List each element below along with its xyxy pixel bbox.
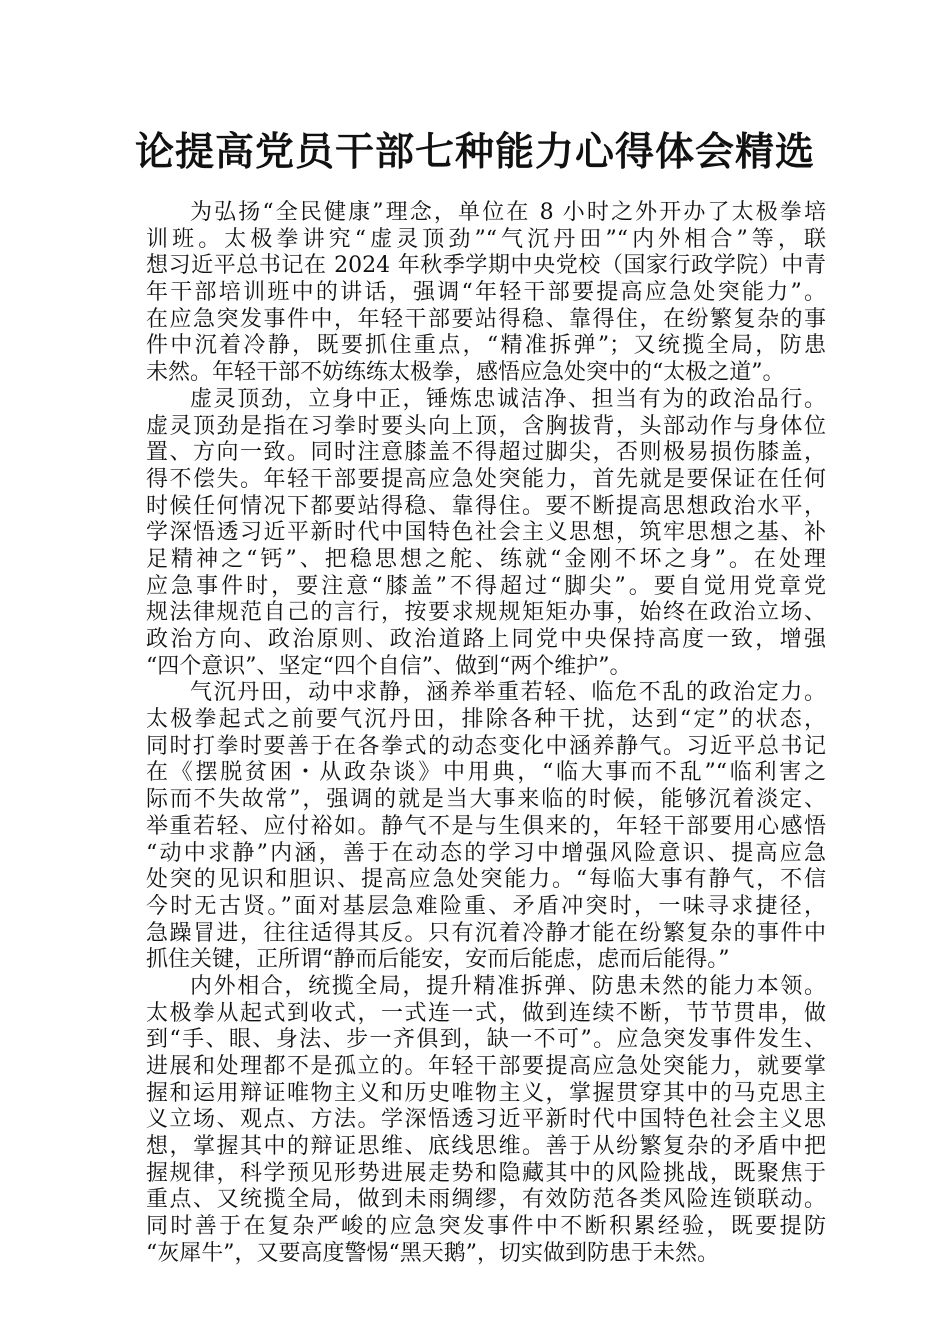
paragraph	[146, 387, 826, 681]
paragraph-line: 进展和处理都不是孤立的。年轻干部要提高应急处突能力，就要掌	[146, 1054, 826, 1079]
paragraph-line: 在应急突发事件中，年轻干部要站得稳、靠得住，在纷繁复杂的事	[146, 306, 826, 332]
document-title: 论提高党员干部七种能力心得体会精选	[134, 129, 815, 175]
paragraph-line: 训班。太极拳讲究“虚灵顶劲”“气沉丹田”“内外相合”等，联	[146, 226, 826, 252]
paragraph-line: 年干部培训班中的讲话，强调“年轻干部要提高应急处突能力”。	[146, 280, 826, 306]
paragraph-line: 想习近平总书记在 2024 年秋季学期中央党校（国家行政学院）中青	[146, 253, 826, 279]
paragraph-line: 虚灵顶劲是指在习拳时要头向上顶，含胸拔背，头部动作与身体位	[146, 413, 826, 439]
paragraph-line: 足精神之“钙”、把稳思想之舵、练就“金刚不坏之身”。在处理	[146, 546, 826, 572]
paragraph-line: 想，掌握其中的辩证思维、底线思维。善于从纷繁复杂的矛盾中把	[146, 1134, 826, 1160]
paragraph-line: 急躁冒进，往往适得其反。只有沉着冷静才能在纷繁复杂的事件中	[146, 920, 826, 946]
paragraph-line: “灰犀牛”，又要高度警惕“黑天鹅”，切实做到防患于未然。	[146, 1240, 719, 1266]
paragraph-line: 抓住关键，正所谓“静而后能安，安而后能虑，虑而后能得。”	[146, 947, 730, 973]
document-body	[146, 200, 826, 1268]
paragraph-line: 举重若轻、应付裕如。静气不是与生俱来的，年轻干部要用心感悟	[146, 813, 826, 839]
paragraph-line: 件中沉着冷静，既要抓住重点，“精准拆弹”；又统揽全局，防患	[146, 333, 826, 359]
paragraph-line: 同时善于在复杂严峻的应急突发事件中不断积累经验，既要提防	[146, 1214, 826, 1240]
paragraph-line: 际而不失故常”，强调的就是当大事来临的时候，能够沉着淡定、	[146, 787, 826, 813]
paragraph-line: 时候任何情况下都要站得稳、靠得住。要不断提高思想政治水平，	[146, 493, 826, 519]
paragraph	[146, 680, 826, 974]
paragraph-line: “四个意识”、坚定“四个自信”、做到“两个维护”。	[146, 653, 632, 679]
paragraph-line: 未然。年轻干部不妨练练太极拳，感悟应急处突中的“太极之道”。	[146, 360, 785, 386]
paragraph-line: 义立场、观点、方法。学深悟透习近平新时代中国特色社会主义思	[146, 1107, 826, 1133]
paragraph-line: 太极拳从起式到收式，一式连一式，做到连续不断，节节贯串，做	[146, 1000, 826, 1026]
paragraph-line: 学深悟透习近平新时代中国特色社会主义思想，筑牢思想之基、补	[146, 520, 826, 546]
paragraph	[146, 200, 826, 387]
paragraph-line: 政治方向、政治原则、政治道路上同党中央保持高度一致，增强	[146, 627, 826, 652]
paragraph-line: 置、方向一致。同时注意膝盖不得超过脚尖，否则极易损伤膝盖，	[146, 440, 826, 466]
paragraph-line: 在《摆脱贫困・从政杂谈》中用典，“临大事而不乱”“临利害之	[146, 760, 826, 786]
paragraph-line: 到“手、眼、身法、步一齐俱到，缺一不可”。应急突发事件发生、	[146, 1027, 826, 1053]
paragraph-line: 今时无古贤。”面对基层急难险重、矛盾冲突时，一味寻求捷径，	[146, 893, 826, 919]
paragraph-line: 处突的见识和胆识、提高应急处突能力。“每临大事有静气，不信	[146, 867, 826, 893]
paragraph-line: 应急事件时，要注意“膝盖”不得超过“脚尖”。要自觉用党章党	[146, 573, 826, 599]
paragraph-line: 为弘扬“全民健康”理念，单位在 8 小时之外开办了太极拳培	[190, 200, 826, 225]
paragraph-line: 握和运用辩证唯物主义和历史唯物主义，掌握贯穿其中的马克思主	[146, 1080, 826, 1106]
paragraph-line: 内外相合，统揽全局，提升精准拆弹、防患未然的能力本领。	[190, 973, 826, 999]
paragraph-line: “动中求静”内涵，善于在动态的学习中增强风险意识、提高应急	[146, 840, 826, 866]
paragraph-line: 气沉丹田，动中求静，涵养举重若轻、临危不乱的政治定力。	[190, 680, 826, 706]
paragraph-line: 规法律规范自己的言行，按要求规规矩矩办事，始终在政治立场、	[146, 600, 826, 626]
paragraph-line: 同时打拳时要善于在各拳式的动态变化中涵养静气。习近平总书记	[146, 733, 826, 759]
paragraph	[146, 974, 826, 1268]
paragraph-line: 握规律，科学预见形势进展走势和隐藏其中的风险挑战，既聚焦于	[146, 1160, 826, 1186]
paragraph-line: 重点、又统揽全局，做到未雨绸缪，有效防范各类风险连锁联动。	[146, 1187, 826, 1213]
paragraph-line: 太极拳起式之前要气沉丹田，排除各种干扰，达到“定”的状态，	[146, 707, 826, 733]
paragraph-line: 虚灵顶劲，立身中正，锤炼忠诚洁净、担当有为的政治品行。	[190, 386, 826, 412]
paragraph-line: 得不偿失。年轻干部要提高应急处突能力，首先就是要保证在任何	[146, 466, 826, 492]
